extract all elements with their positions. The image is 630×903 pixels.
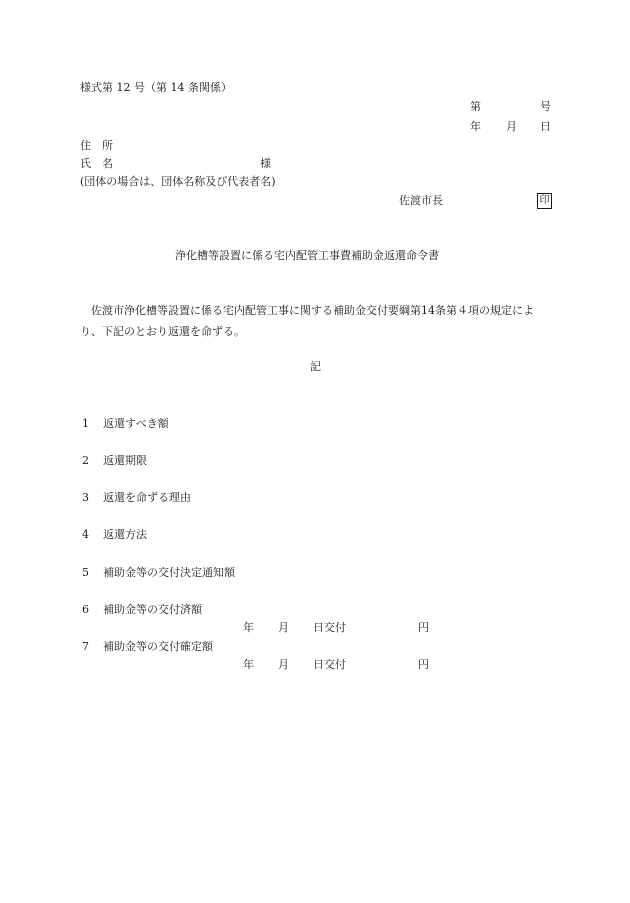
- doc-number-prefix: 第: [470, 100, 481, 113]
- item-number: 2: [82, 454, 89, 467]
- sub-issued: 日交付: [313, 658, 346, 671]
- item-label: 返還を命ずる理由: [103, 491, 191, 504]
- issuer-title: 佐渡市長: [399, 194, 443, 207]
- sub-yen: 円: [418, 621, 429, 634]
- item-label: 返還方法: [103, 528, 147, 541]
- sub-yen: 円: [418, 658, 429, 671]
- date-year: 年: [470, 120, 481, 133]
- honorific: 様: [260, 157, 271, 170]
- item-number: 7: [82, 640, 89, 653]
- date-day: 日: [540, 120, 551, 133]
- name-label: 氏 名: [80, 157, 113, 170]
- date-month: 月: [506, 120, 517, 133]
- item-label: 返還期限: [103, 454, 147, 467]
- seal-stamp: [537, 193, 552, 209]
- ki-heading: 記: [310, 360, 321, 373]
- sub-year: 年: [243, 621, 254, 634]
- item-label: 返還すべき額: [103, 417, 169, 430]
- document-title: 浄化槽等設置に係る宅内配管工事費補助金返還命令書: [175, 249, 439, 262]
- item-label: 補助金等の交付決定通知額: [103, 566, 235, 579]
- address-label: 住 所: [80, 139, 113, 152]
- item-number: 3: [82, 491, 89, 504]
- sub-issued: 日交付: [313, 621, 346, 634]
- item-label: 補助金等の交付確定額: [103, 640, 213, 653]
- sub-month: 月: [278, 658, 289, 671]
- form-number: 様式第 12 号（第 14 条関係）: [80, 81, 232, 94]
- item-number: 5: [82, 566, 89, 579]
- item-label: 補助金等の交付済額: [103, 603, 202, 616]
- sub-year: 年: [243, 658, 254, 671]
- group-note: (団体の場合は、団体名称及び代表者名): [80, 175, 276, 188]
- seal-mark: 印: [537, 193, 552, 209]
- body-paragraph: 佐渡市浄化槽等設置に係る宅内配管工事に関する補助金交付要綱第14条第４項の規定により、下記のとおり返還を命ずる。: [80, 304, 534, 338]
- item-number: 6: [82, 603, 89, 616]
- item-number: 4: [82, 528, 89, 541]
- sub-month: 月: [278, 621, 289, 634]
- doc-number-suffix: 号: [540, 100, 551, 113]
- item-number: 1: [82, 417, 89, 430]
